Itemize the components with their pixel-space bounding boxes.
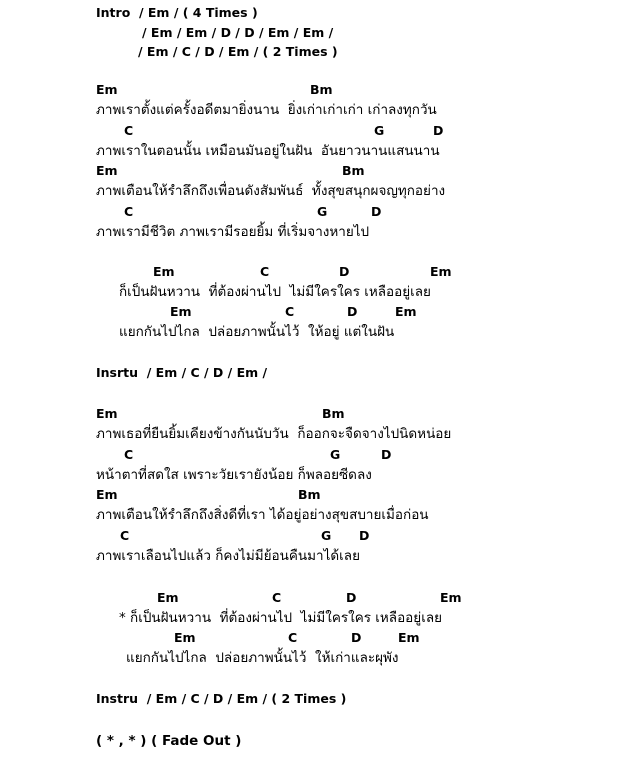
lyric-line: ภาพเตือนให้รำลึกถึงเพื่อนดังสัมพันธ์ ทั้งสุขสนุกผจญทุกอย่าง: [96, 183, 446, 199]
chord-label: Em: [153, 264, 175, 279]
lyric-line: ภาพเราเลือนไปแล้ว ก็คงไม่มีย้อนคืนมาได้เลย: [96, 548, 360, 564]
chord-label: Em: [174, 630, 196, 645]
chord-label: Em: [170, 304, 192, 319]
chord-label: Em: [96, 82, 118, 97]
chord-label: Em: [398, 630, 420, 645]
chord-label: C: [124, 123, 134, 138]
chord-label: Em: [430, 264, 452, 279]
chord-label: G: [317, 204, 328, 219]
instrumental-line: Instru / Em / C / D / Em / ( 2 Times ): [96, 691, 347, 706]
intro-line: / Em / Em / D / D / Em / Em /: [142, 25, 334, 40]
chord-label: G: [321, 528, 332, 543]
lyric-line: แยกกันไปไกล ปล่อยภาพนั้นไว้ ให้เก่าและผุพัง: [126, 650, 399, 666]
chord-label: C: [124, 447, 134, 462]
chord-label: C: [120, 528, 130, 543]
interlude-line: Insrtu / Em / C / D / Em /: [96, 365, 268, 380]
lyric-line: * ก็เป็นฝันหวาน ที่ต้องผ่านไป ไม่มีใครใคร เหลืออยู่เลย: [119, 610, 442, 626]
chord-label: C: [260, 264, 270, 279]
chord-label: D: [351, 630, 362, 645]
chord-label: Bm: [322, 406, 345, 421]
lyric-line: แยกกันไปไกล ปล่อยภาพนั้นไว้ ให้อยู่ แต่ในฝัน: [119, 324, 395, 340]
chord-label: D: [359, 528, 370, 543]
intro-line: / Em / C / D / Em / ( 2 Times ): [138, 44, 338, 59]
chord-label: D: [371, 204, 382, 219]
chord-label: C: [288, 630, 298, 645]
chord-label: G: [330, 447, 341, 462]
chord-label: D: [433, 123, 444, 138]
chord-label: Bm: [342, 163, 365, 178]
chord-label: Em: [96, 406, 118, 421]
chord-label: Em: [96, 487, 118, 502]
chord-label: G: [374, 123, 385, 138]
lyric-line: ภาพเรามีชีวิต ภาพเรามีรอยยิ้ม ที่เริ่มจางหายไป: [96, 224, 370, 240]
chord-label: D: [339, 264, 350, 279]
chord-label: D: [346, 590, 357, 605]
chord-label: C: [272, 590, 282, 605]
chord-label: C: [124, 204, 134, 219]
chord-label: Em: [395, 304, 417, 319]
lyric-line: หน้าตาที่สดใส เพราะวัยเรายังน้อย ก็พลอยซีดลง: [96, 467, 372, 483]
lyric-line: ภาพเราในตอนนั้น เหมือนมันอยู่ในฝัน อันยาวนานแสนนาน: [96, 143, 440, 159]
chord-label: D: [347, 304, 358, 319]
lyric-line: ก็เป็นฝันหวาน ที่ต้องผ่านไป ไม่มีใครใคร เหลืออยู่เลย: [119, 284, 431, 300]
chord-label: Em: [440, 590, 462, 605]
ending-line: ( * , * ) ( Fade Out ): [96, 733, 242, 749]
chord-label: Bm: [310, 82, 333, 97]
chord-label: D: [381, 447, 392, 462]
lyric-line: ภาพเธอที่ยืนยิ้มเคียงข้างกันนับวัน ก็ออกจะจืดจางไปนิดหน่อย: [96, 426, 452, 442]
chord-label: Em: [157, 590, 179, 605]
chord-label: C: [285, 304, 295, 319]
chord-label: Bm: [298, 487, 321, 502]
lyric-line: ภาพเราตั้งแต่ครั้งอดีตมายิ่งนาน ยิ่งเก่าเก่าเก่า เก่าลงทุกวัน: [96, 102, 437, 118]
intro-line: Intro / Em / ( 4 Times ): [96, 5, 258, 20]
lyric-line: ภาพเตือนให้รำลึกถึงสิ่งดีที่เรา ได้อยู่อย่างสุขสบายเมื่อก่อน: [96, 507, 429, 523]
chord-label: Em: [96, 163, 118, 178]
